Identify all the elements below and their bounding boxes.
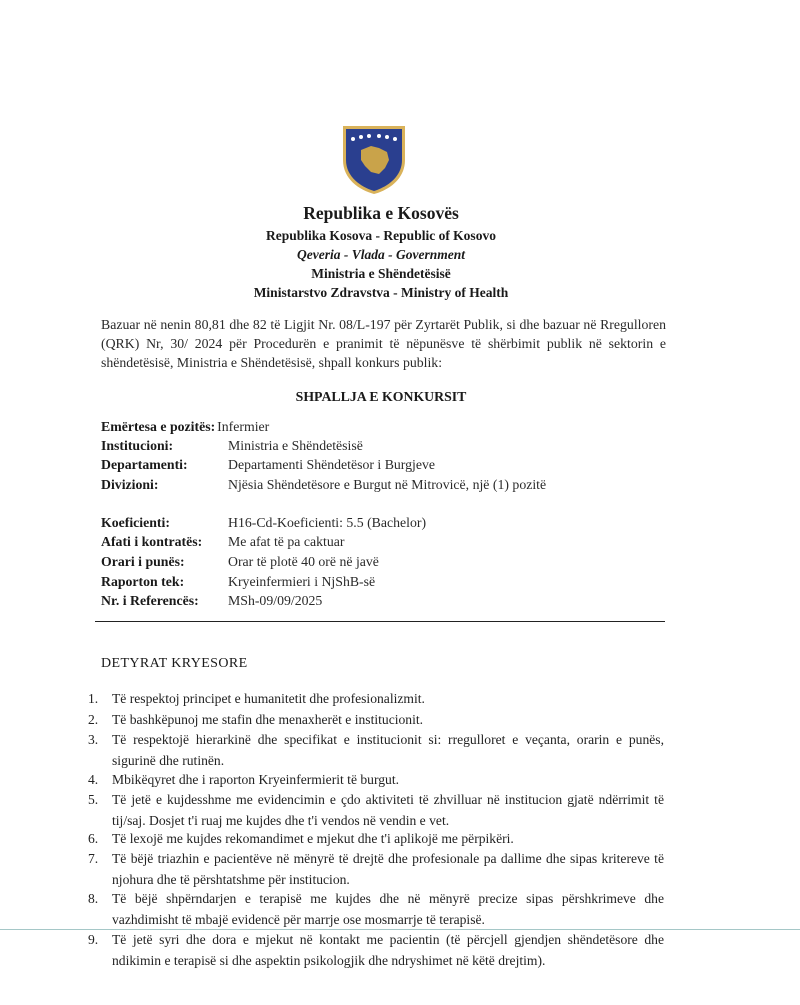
list-item (88, 829, 664, 850)
info-row-reference-number (101, 591, 323, 610)
list-number: 1. (88, 691, 99, 706)
list-text: Të respektojë hierarkinë dhe specifikat e institucionit si: rregulloret e veçanta, orarin e punës, sigurinë dhe rutinën. (112, 732, 664, 768)
list-text: Të jetë e kujdesshme me evidencimin e çdo aktiviteti të zhvilluar në institucion gjatë ndërrimit të tij/saj. Dosjet t'i ruaj me kujdes dhe t'i vendos në vendin e vet. (112, 792, 664, 828)
list-text: Të respektoj principet e humanitetit dhe profesionalizmit. (112, 691, 425, 706)
info-label: Koeficienti: (101, 515, 170, 530)
list-item (88, 930, 664, 971)
info-label: Departamenti: (101, 457, 188, 472)
list-item (88, 730, 664, 771)
info-value: Departamenti Shëndetësor i Burgjeve (228, 457, 436, 472)
info-value: Kryeinfermieri i NjShB-së (228, 574, 376, 589)
info-label: Institucioni: (101, 438, 174, 453)
header-country-multilingual: Republika Kosova - Republic of Kosovo (266, 228, 496, 243)
info-row-reports-to (101, 572, 376, 591)
info-label: Orari i punës: (101, 554, 185, 569)
list-number: 3. (88, 732, 99, 747)
info-value: Njësia Shëndetësore e Burgut në Mitrovicë, një (1) pozitë (228, 477, 547, 492)
list-number: 2. (88, 712, 99, 727)
info-row-department (101, 455, 436, 474)
info-row-institution (101, 436, 363, 455)
list-number: 4. (88, 772, 99, 787)
header-government: Qeveria - Vlada - Government (297, 247, 465, 262)
announcement-title: SHPALLJA E KONKURSIT (295, 389, 467, 404)
list-item (88, 889, 664, 930)
info-value: Me afat të pa caktuar (228, 534, 345, 549)
list-number: 9. (88, 932, 99, 947)
list-item (88, 770, 664, 791)
info-label: Afati i kontratës: (101, 534, 203, 549)
intro-paragraph: Bazuar në nenin 80,81 dhe 82 të Ligjit Nr. 08/L-197 për Zyrtarët Publik, si dhe bazuar në Rregulloren (QRK) Nr, 30/ 2024 për Procedurën e pranimit të nëpunësve të shërbimit publik në sektorin e shëndetësisë, Ministria e Shëndetësisë, shpall konkurs publik: (101, 317, 666, 370)
info-value: Ministria e Shëndetësisë (228, 438, 363, 453)
list-text: Të lexojë me kujdes rekomandimet e mjekut dhe t'i aplikojë me përpikëri. (112, 831, 514, 846)
header-country: Republika e Kosovës (303, 203, 459, 223)
list-text: Mbikëqyret dhe i raporton Kryeinfermierit të burgut. (112, 772, 400, 787)
divider (95, 621, 665, 622)
list-number: 7. (88, 851, 99, 866)
list-item (88, 849, 664, 890)
list-item (88, 710, 664, 731)
info-row-working-hours (101, 552, 379, 571)
scan-artifact-line (0, 929, 800, 930)
list-text: Të bashkëpunoj me stafin dhe menaxherët e institucionit. (112, 712, 424, 727)
info-label: Nr. i Referencës: (101, 593, 199, 608)
section-title: DETYRAT KRYESORE (101, 656, 248, 671)
info-value: Orar të plotë 40 orë në javë (228, 554, 379, 569)
header-ministry: Ministria e Shëndetësisë (311, 266, 451, 281)
list-number: 8. (88, 891, 99, 906)
info-row-position (101, 417, 269, 436)
info-label: Emërtesa e pozitës: (101, 419, 216, 434)
info-value: Infermier (217, 419, 270, 434)
info-label: Divizioni: (101, 477, 159, 492)
info-row-contract-term (101, 532, 345, 551)
kosovo-coat-of-arms-icon (341, 124, 407, 196)
list-number: 6. (88, 831, 99, 846)
info-row-coefficient (101, 513, 427, 532)
list-item (88, 689, 664, 710)
header-ministry-multilingual: Ministarstvo Zdravstva - Ministry of Health (253, 285, 509, 300)
info-value: H16-Cd-Koeficienti: 5.5 (Bachelor) (228, 515, 427, 530)
info-value: MSh-09/09/2025 (228, 593, 323, 608)
list-text: Të bëjë shpërndarjen e terapisë me kujdes dhe në mënyrë precize sipas përshkrimeve dhe vazhdimisht të mbajë evidencë për marrje ose mosmarrje të terapisë. (112, 891, 664, 927)
list-number: 5. (88, 792, 99, 807)
list-text: Të jetë syri dhe dora e mjekut në kontakt me pacientin (të përcjell gjendjen shëndetësore dhe ndikimin e terapisë si dhe aspektin psikologjik dhe ndryshimet në këtë drejtim). (112, 932, 664, 968)
info-label: Raporton tek: (101, 574, 185, 589)
info-row-division (101, 475, 547, 494)
list-item (88, 790, 664, 831)
list-text: Të bëjë triazhin e pacientëve në mënyrë të drejtë dhe profesionale pa dallime dhe sipas kritereve të njohura dhe të përshtatshme për institucion. (112, 851, 664, 887)
